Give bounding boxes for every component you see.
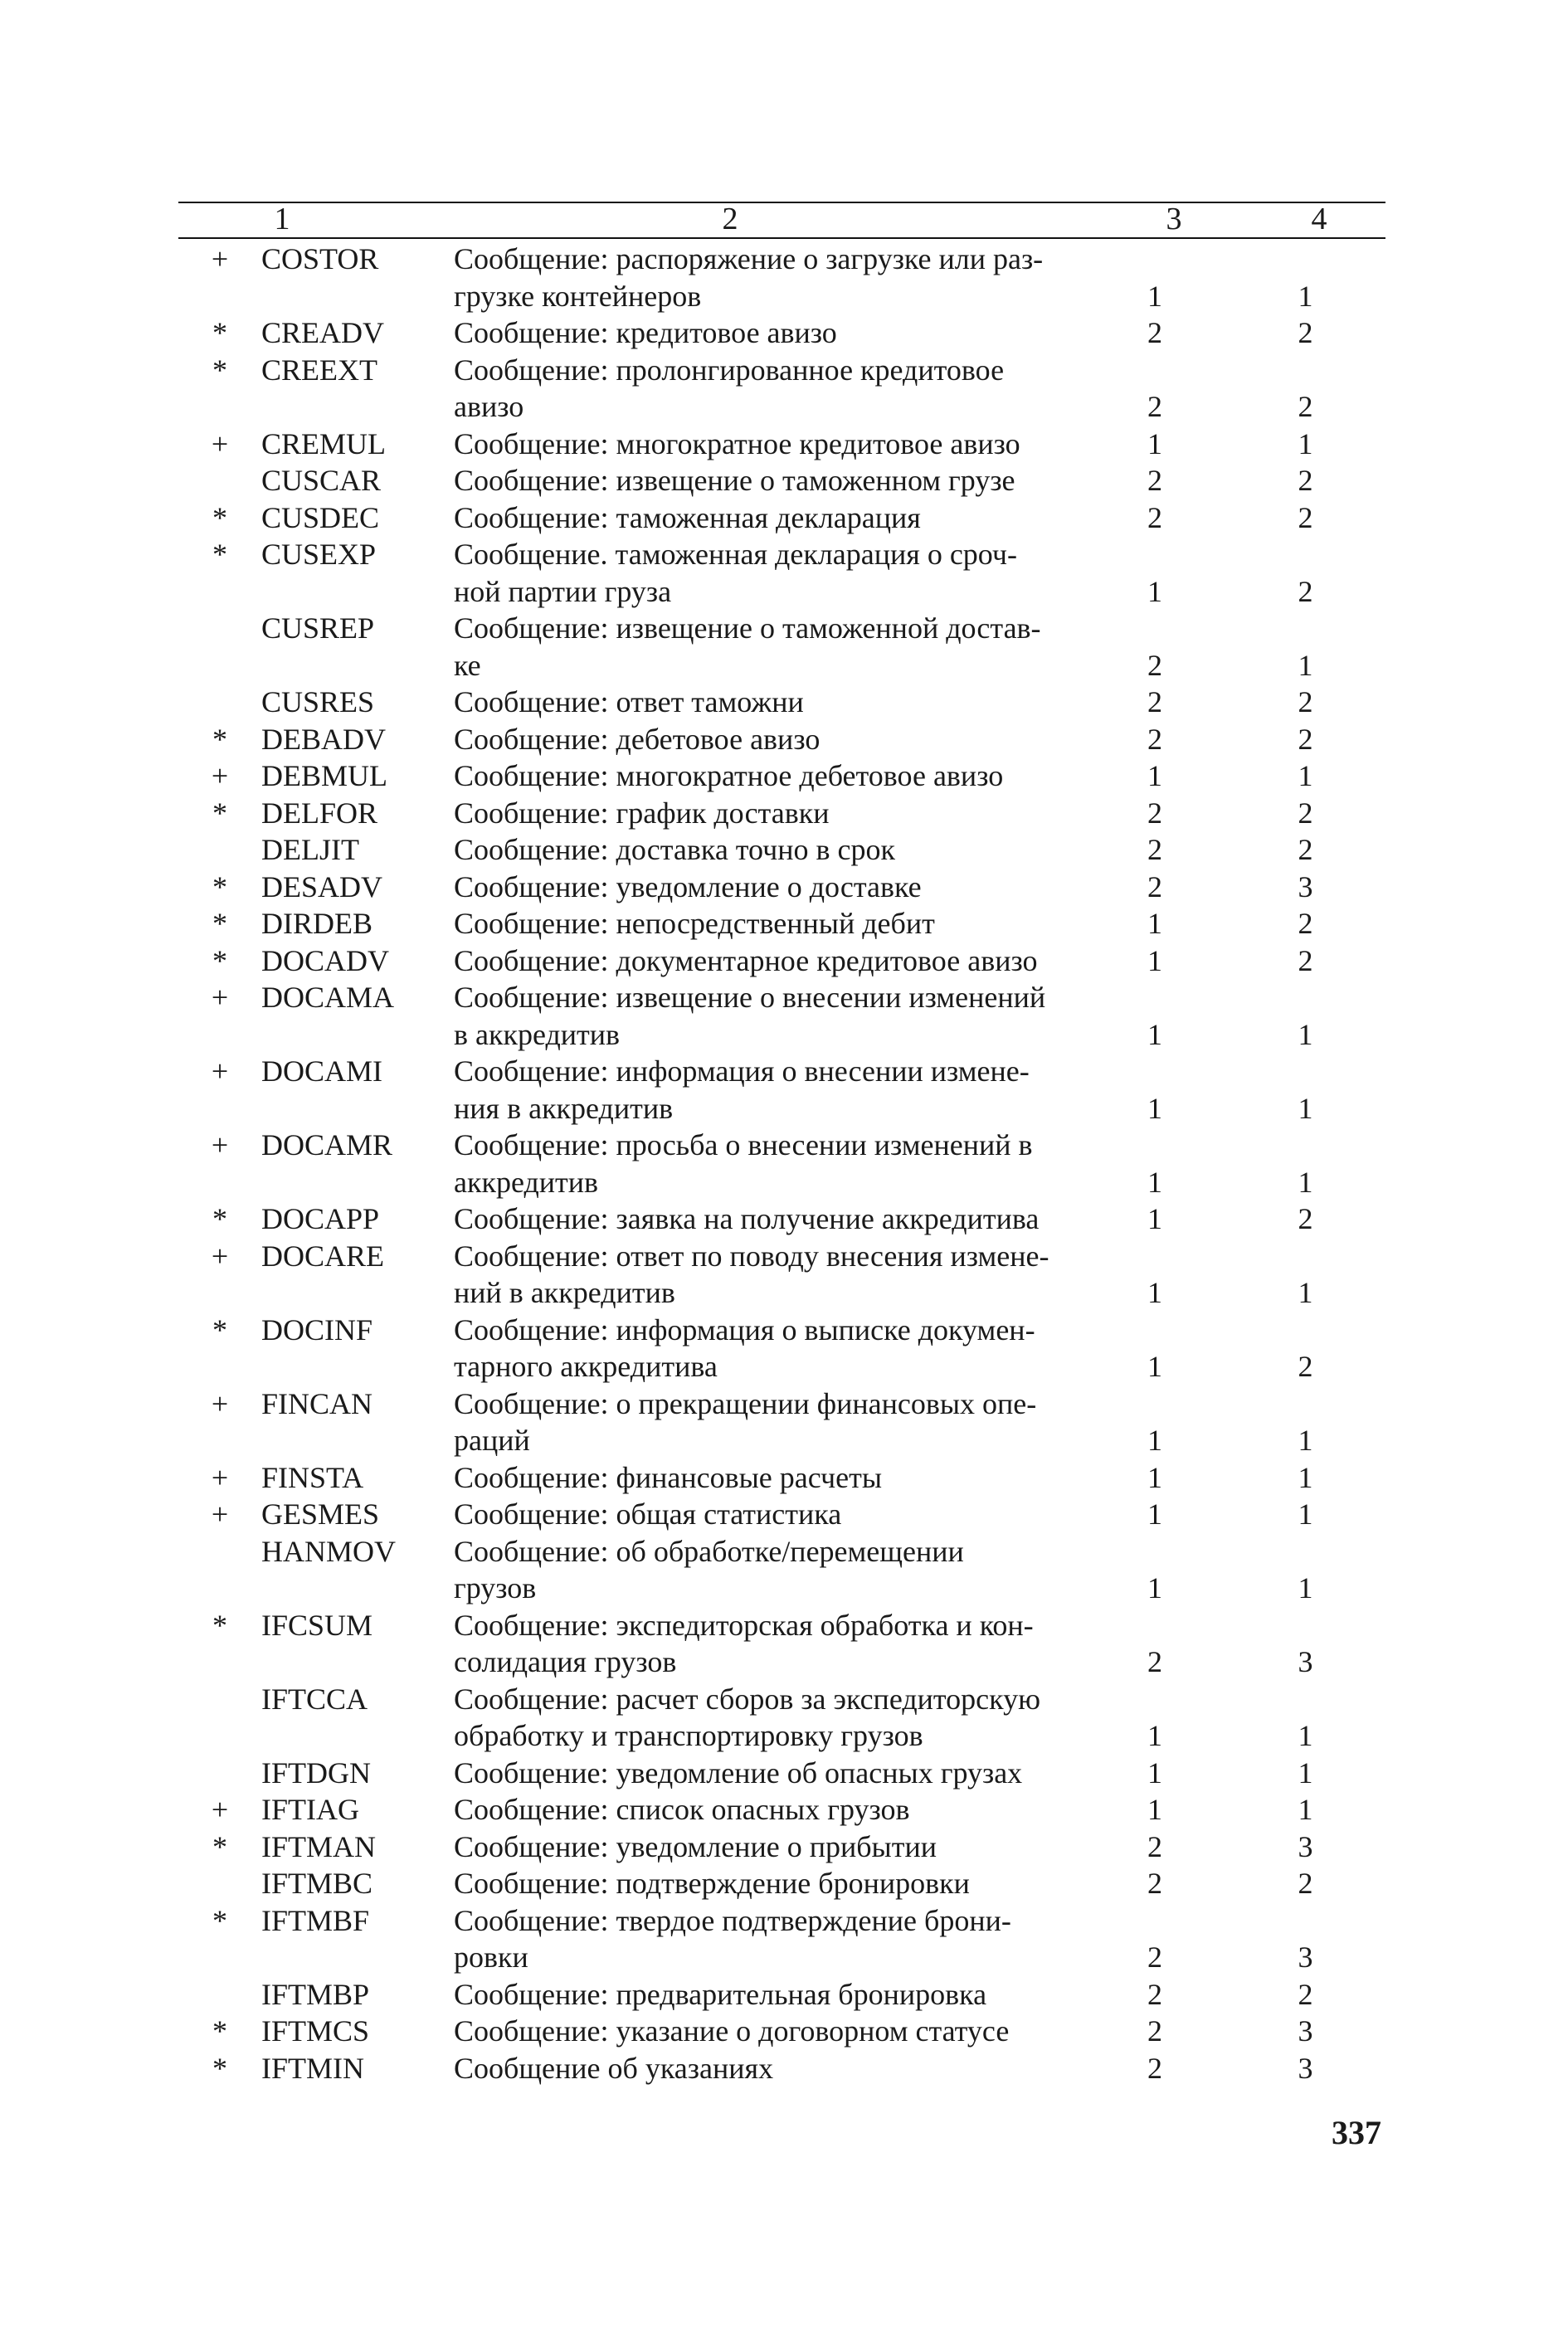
description-line: солидация грузов [454,1645,677,1678]
row-marker: + [211,426,229,460]
table-row [178,1496,1385,1533]
table-row [178,610,1385,684]
column-4-value: 1 [1298,1091,1313,1125]
row-marker: * [212,2014,227,2048]
column-3-value: 1 [1147,1165,1162,1199]
row-marker: + [211,1386,229,1420]
message-code: DOCAMA [261,981,395,1014]
column-4-value: 3 [1298,1941,1313,1974]
message-code: DELJIT [261,833,359,866]
description-line: Сообщение: уведомление о прибытии [454,1829,937,1863]
message-description [454,1976,1084,2014]
column-3-value: 2 [1147,1645,1162,1678]
message-description [454,684,1084,721]
message-description [454,314,1084,352]
description-line: Сообщение об указаниях [454,2051,774,2085]
column-3-value: 1 [1147,1276,1162,1309]
table-row [178,1829,1385,1866]
row-marker: + [211,759,229,792]
column-4-value: 3 [1298,2051,1313,2085]
column-4-value: 1 [1298,1497,1313,1531]
column-4-value: 3 [1298,1645,1313,1678]
description-line: Сообщение: уведомление об опасных грузах [454,1755,1023,1790]
column-header-3: 3 [1166,202,1182,236]
description-line: Сообщение: общая статистика [454,1497,842,1531]
row-marker: * [212,1608,227,1642]
message-description [454,721,1084,758]
description-line: Сообщение: распоряжение о загрузке или раз- [454,242,1044,275]
column-4-value: 1 [1298,1424,1313,1457]
table-row [178,684,1385,721]
column-4-value: 1 [1298,1755,1313,1790]
row-marker: * [212,500,227,534]
table-row [178,1791,1385,1829]
row-marker [178,1681,261,1755]
message-description [454,2050,1084,2087]
column-4-value: 1 [1298,1276,1313,1309]
description-line: Сообщение: просьба о внесении изменений в [454,1128,1033,1161]
column-3-value: 1 [1147,759,1162,792]
message-code: DOCAMI [261,1054,383,1088]
description-line: Сообщение: многократное кредитовое авизо [454,426,1020,460]
description-line: ний в аккредитив [454,1276,675,1309]
message-code: CREMUL [261,426,387,460]
column-4-value: 1 [1298,279,1313,313]
table-row [178,536,1385,610]
table-row [178,1607,1385,1681]
column-4-value: 2 [1298,574,1313,608]
row-marker [178,1865,261,1902]
row-marker: * [212,1903,227,1937]
message-description [454,2013,1084,2050]
table-row [178,757,1385,795]
column-3-value: 1 [1147,1793,1162,1826]
row-marker: * [212,722,227,756]
description-line: Сообщение: кредитовое авизо [454,316,837,349]
message-description [454,1385,1084,1459]
message-code: CREEXT [261,353,377,387]
message-description [454,1533,1084,1607]
column-3-value: 2 [1147,1977,1162,2011]
message-description [454,757,1084,795]
column-3-value: 1 [1147,907,1162,940]
table-row [178,869,1385,906]
description-line: Сообщение: дебетовое авизо [454,722,821,756]
message-code: COSTOR [261,242,379,275]
message-description [454,1902,1084,1976]
message-description [454,942,1084,980]
table-row [178,1127,1385,1200]
description-line: Сообщение: пролонгированное кредитовое [454,353,1005,387]
table-row [178,426,1385,463]
row-marker: + [211,1128,229,1161]
table-row [178,1865,1385,1902]
column-3-value: 1 [1147,1091,1162,1125]
column-3-value: 1 [1147,1755,1162,1790]
description-line: Сообщение: непосредственный дебит [454,907,935,940]
column-3-value: 1 [1147,1571,1162,1605]
message-description [454,1200,1084,1238]
table-row [178,721,1385,758]
description-line: Сообщение: предварительная бронировка [454,1977,987,2011]
description-line: Сообщение: доставка точно в срок [454,833,895,866]
message-description [454,979,1084,1053]
description-line: Сообщение: уведомление о доставке [454,869,922,903]
description-line: Сообщение: извещение о таможенном грузе [454,464,1015,497]
column-3-value: 1 [1147,1460,1162,1494]
table-row [178,1533,1385,1607]
table-row [178,499,1385,537]
message-description [454,905,1084,942]
table-row [178,2050,1385,2087]
row-marker: * [212,538,227,571]
column-3-value: 2 [1147,869,1162,903]
column-4-value: 1 [1298,1793,1313,1826]
table-row [178,1053,1385,1127]
row-marker [178,831,261,869]
column-3-value: 1 [1147,1017,1162,1051]
description-line: Сообщение: подтверждение бронировки [454,1867,970,1900]
column-3-value: 1 [1147,279,1162,313]
column-3-value: 2 [1147,1829,1162,1863]
column-header-4: 4 [1311,202,1327,236]
message-description [454,1791,1084,1829]
message-description [454,1459,1084,1497]
message-code: DOCAPP [261,1202,380,1235]
message-code: IFTCCA [261,1682,368,1716]
column-4-value: 1 [1298,759,1313,792]
message-description [454,610,1084,684]
row-marker: + [211,1793,229,1826]
table-row [178,1385,1385,1459]
message-description [454,462,1084,499]
table-row [178,831,1385,869]
column-3-value: 1 [1147,574,1162,608]
row-marker [178,1755,261,1792]
column-4-value: 2 [1298,943,1313,977]
row-marker: + [211,242,229,275]
description-line: Сообщение: многократное дебетовое авизо [454,759,1004,792]
message-code: IFTMAN [261,1829,377,1863]
message-code: IFTDGN [261,1755,371,1790]
column-4-value: 2 [1298,907,1313,940]
description-line: Сообщение: документарное кредитовое авизо [454,943,1038,977]
message-description [454,536,1084,610]
message-description [454,1755,1084,1792]
description-line: аккредитив [454,1165,599,1199]
description-line: Сообщение: информация о внесении измене- [454,1054,1030,1088]
row-marker: * [212,1202,227,1235]
message-description [454,1312,1084,1385]
column-4-value: 2 [1298,685,1313,718]
description-line: тарного аккредитива [454,1350,718,1383]
description-line: Сообщение: ответ таможни [454,685,804,718]
table-row [178,352,1385,426]
row-marker [178,1976,261,2014]
message-code: DOCINF [261,1312,373,1346]
column-4-value: 2 [1298,1350,1313,1383]
message-code: DOCARE [261,1239,385,1273]
description-line: Сообщение: расчет сборов за экспедиторскую [454,1682,1041,1716]
row-marker [178,1533,261,1607]
column-4-value: 1 [1298,1571,1313,1605]
table-top-rule [178,202,1385,203]
description-line: обработку и транспортировку грузов [454,1719,923,1752]
description-line: Сообщение: ответ по поводу внесения измене- [454,1239,1049,1273]
column-4-value: 2 [1298,1977,1313,2011]
column-4-value: 1 [1298,1017,1313,1051]
table-row [178,2013,1385,2050]
column-3-value: 2 [1147,648,1162,682]
description-line: Сообщение: об обработке/перемещении [454,1534,964,1568]
description-line: Сообщение: график доставки [454,796,830,830]
message-code: DEBMUL [261,759,387,792]
message-table [178,241,1385,2087]
message-code: HANMOV [261,1534,396,1568]
row-marker: * [212,1312,227,1346]
description-line: Сообщение: финансовые расчеты [454,1460,883,1494]
column-3-value: 2 [1147,685,1162,718]
description-line: ровки [454,1941,528,1974]
table-row [178,1459,1385,1497]
message-description [454,1681,1084,1755]
description-line: авизо [454,390,524,423]
message-description [454,426,1084,463]
column-3-value: 2 [1147,2051,1162,2085]
table-row [178,979,1385,1053]
row-marker: * [212,943,227,977]
column-4-value: 2 [1298,464,1313,497]
row-marker [178,610,261,684]
table-row [178,241,1385,314]
description-line: ной партии груза [454,574,672,608]
message-code: FINSTA [261,1460,364,1494]
column-4-value: 1 [1298,426,1313,460]
column-3-value: 1 [1147,426,1162,460]
table-row [178,1902,1385,1976]
table-row [178,1312,1385,1385]
message-description [454,1865,1084,1902]
table-row [178,795,1385,832]
message-code: DOCAMR [261,1128,393,1161]
description-line: грузов [454,1571,537,1605]
table-row [178,314,1385,352]
message-code: IFTMBF [261,1903,370,1937]
message-code: IFTMCS [261,2014,370,2048]
message-code: IFTMIN [261,2051,364,2085]
message-description [454,1607,1084,1681]
message-description [454,241,1084,314]
message-description [454,1496,1084,1533]
message-description [454,1238,1084,1312]
message-code: GESMES [261,1497,380,1531]
column-4-value: 2 [1298,500,1313,534]
column-4-value: 1 [1298,648,1313,682]
message-description [454,1053,1084,1127]
row-marker [178,462,261,499]
column-3-value: 2 [1147,390,1162,423]
message-description [454,1829,1084,1866]
message-code: DEBADV [261,722,386,756]
message-description [454,352,1084,426]
row-marker: * [212,1829,227,1863]
message-code: CUSEXP [261,538,377,571]
table-row [178,1976,1385,2014]
column-3-value: 2 [1147,500,1162,534]
column-4-value: 2 [1298,1202,1313,1235]
table-row [178,1238,1385,1312]
row-marker: + [211,1239,229,1273]
column-4-value: 3 [1298,2014,1313,2048]
message-code: DESADV [261,869,383,903]
column-3-value: 1 [1147,1424,1162,1457]
row-marker: + [211,1497,229,1531]
column-3-value: 2 [1147,833,1162,866]
column-4-value: 2 [1298,796,1313,830]
column-3-value: 1 [1147,1202,1162,1235]
description-line: Сообщение: твердое подтверждение брони- [454,1903,1011,1937]
message-code: IFTMBP [261,1977,370,2011]
column-header-2: 2 [722,202,738,236]
message-code: CREADV [261,316,385,349]
description-line: ке [454,648,481,682]
description-line: раций [454,1424,530,1457]
description-line: Сообщение: указание о договорном статусе [454,2014,1010,2048]
message-code: CUSRES [261,685,375,718]
column-3-value: 2 [1147,464,1162,497]
column-4-value: 1 [1298,1460,1313,1494]
column-3-value: 1 [1147,1350,1162,1383]
description-line: Сообщение: информация о выписке докумен- [454,1312,1035,1346]
column-4-value: 2 [1298,390,1313,423]
column-3-value: 2 [1147,722,1162,756]
message-code: DOCADV [261,943,390,977]
description-line: Сообщение: извещение о внесении изменений [454,981,1046,1014]
column-3-value: 2 [1147,2014,1162,2048]
column-4-value: 2 [1298,1867,1313,1900]
description-line: Сообщение: заявка на получение аккредитива [454,1202,1040,1235]
row-marker: * [212,796,227,830]
column-3-value: 1 [1147,943,1162,977]
description-line: Сообщение: таможенная декларация [454,500,921,534]
column-4-value: 1 [1298,1719,1313,1752]
column-3-value: 1 [1147,1497,1162,1531]
message-code: IFTMBC [261,1867,373,1900]
message-code: CUSCAR [261,464,382,497]
column-4-value: 1 [1298,1165,1313,1199]
table-row [178,1755,1385,1792]
message-code: CUSREP [261,611,375,645]
column-3-value: 2 [1147,796,1162,830]
message-code: DIRDEB [261,907,373,940]
message-code: DELFOR [261,796,378,830]
row-marker: + [211,1054,229,1088]
table-row [178,1681,1385,1755]
column-3-value: 2 [1147,1941,1162,1974]
row-marker: * [212,907,227,940]
column-4-value: 3 [1298,869,1313,903]
message-code: CUSDEC [261,500,380,534]
column-3-value: 1 [1147,1719,1162,1752]
message-description [454,831,1084,869]
column-4-value: 2 [1298,722,1313,756]
row-marker: + [211,981,229,1014]
message-description [454,795,1084,832]
row-marker [178,684,261,721]
page-number: 337 [1332,2114,1381,2151]
table-row [178,905,1385,942]
message-description [454,499,1084,537]
description-line: Сообщение: извещение о таможенной достав- [454,611,1041,645]
row-marker: + [211,1460,229,1494]
row-marker: * [212,2051,227,2085]
description-line: ния в аккредитив [454,1091,674,1125]
description-line: Сообщение: экспедиторская обработка и кон- [454,1608,1034,1642]
table-row [178,1200,1385,1238]
description-line: Сообщение: о прекращении финансовых опе- [454,1386,1037,1420]
column-4-value: 2 [1298,833,1313,866]
message-code: FINCAN [261,1386,373,1420]
column-header-1: 1 [274,202,290,236]
table-row [178,942,1385,980]
table-header-rule [178,237,1385,239]
column-4-value: 2 [1298,316,1313,349]
message-code: IFCSUM [261,1608,373,1642]
description-line: Сообщение. таможенная декларация о сроч- [454,538,1017,571]
column-3-value: 2 [1147,316,1162,349]
message-code: IFTIAG [261,1793,359,1826]
description-line: Сообщение: список опасных грузов [454,1793,910,1826]
message-description [454,1127,1084,1200]
description-line: в аккредитив [454,1017,621,1051]
message-description [454,869,1084,906]
row-marker: * [212,869,227,903]
table-row [178,462,1385,499]
description-line: грузке контейнеров [454,279,702,313]
column-3-value: 2 [1147,1867,1162,1900]
column-4-value: 3 [1298,1829,1313,1863]
row-marker: * [212,353,227,387]
row-marker: * [212,316,227,349]
